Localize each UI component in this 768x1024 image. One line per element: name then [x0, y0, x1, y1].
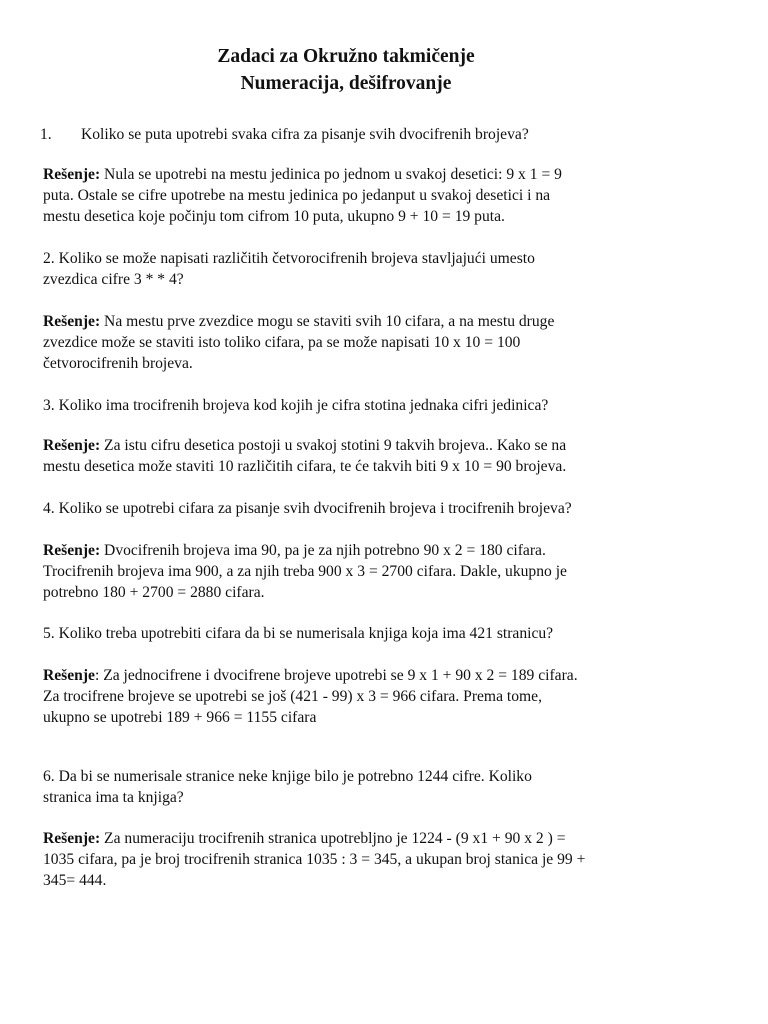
- solution-label: Rešenje:: [43, 313, 101, 330]
- problem-1-question: Koliko se puta upotrebi svaka cifra za pisanje svih dvocifrenih brojeva?: [81, 126, 529, 143]
- solution-text: Nula se upotrebi na mestu jedinica po jednom u svakoj desetici: 9 x 1 = 9 puta. Ostale se cifre upotrebe na mestu jedinica po jedanput u svakoj desetici i na mestu desetica koje počinju tom cifrom 10 puta, ukupno 9 + 10 = 19 puta.: [43, 166, 562, 225]
- problem-5-question: 5. Koliko treba upotrebiti cifara da bi se numerisala knjiga koja ima 421 stranicu?: [43, 625, 554, 642]
- solution-label: Rešenje:: [43, 542, 101, 559]
- problem-3-question: 3. Koliko ima trocifrenih brojeva kod kojih je cifra stotina jednaka cifri jedinica?: [43, 397, 549, 414]
- solution-label: Rešenje:: [43, 166, 101, 183]
- page-subtitle: Numeracija, dešifrovanje: [240, 73, 452, 94]
- solution-text: Dvocifrenih brojeva ima 90, pa je za njih potrebno 90 x 2 = 180 cifara. Trocifrenih brojeva ima 900, a za njih treba 900 x 3 = 2700 cifara. Dakle, ukupno je potrebno 180 + 2700 = 2880 cifara.: [43, 542, 567, 601]
- problem-1-solution: [43, 164, 683, 227]
- problem-6-solution: [43, 828, 683, 891]
- solution-text: : Za jednocifrene i dvocifrene brojeve upotrebi se 9 x 1 + 90 x 2 = 189 cifara. Za trocifrene brojeve se upotrebi se još (421 - 99) x 3 = 966 cifara. Prema tome, ukupno se upotrebi 189 + 966 = 1155 cifara: [43, 667, 578, 726]
- page-title: Zadaci za Okružno takmičenje: [217, 46, 475, 67]
- solution-label: Rešenje:: [43, 830, 101, 847]
- solution-label: Rešenje: [43, 667, 95, 684]
- solution-text: Za numeraciju trocifrenih stranica upotrebljno je 1224 - (9 x1 + 90 x 2 ) = 1035 cifara, pa je broj trocifrenih stranica 1035 : 3 = 345, a ukupan broj stanica je 99 + 345= 444.: [43, 830, 586, 889]
- problem-4-question: 4. Koliko se upotrebi cifara za pisanje svih dvocifrenih brojeva i trocifrenih brojeva?: [43, 500, 572, 517]
- solution-text: Na mestu prve zvezdice mogu se staviti svih 10 cifara, a na mestu druge zvezdice može se staviti isto toliko cifara, pa se može napisati 10 x 10 = 100 četvorocifrenih brojeva.: [43, 313, 555, 372]
- solution-text: Za istu cifru desetica postoji u svakoj stotini 9 takvih brojeva.. Kako se na mestu desetica može staviti 10 različitih cifara, te će takvih biti 9 x 10 = 90 brojeva.: [43, 437, 567, 475]
- problem-5-solution: [43, 665, 683, 728]
- problem-2-question: 2. Koliko se može napisati različitih četvorocifrenih brojeva stavljajući umesto zvezdica cifre 3 * * 4?: [43, 250, 535, 288]
- problem-6-question: 6. Da bi se numerisale stranice neke knjige bilo je potrebno 1244 cifre. Koliko stranica ima ta knjiga?: [43, 768, 532, 806]
- problem-3-solution: [43, 435, 683, 477]
- problem-4-solution: [43, 540, 683, 603]
- solution-label: Rešenje:: [43, 437, 101, 454]
- problem-2-solution: [43, 311, 683, 374]
- problem-1-number: 1.: [40, 126, 52, 143]
